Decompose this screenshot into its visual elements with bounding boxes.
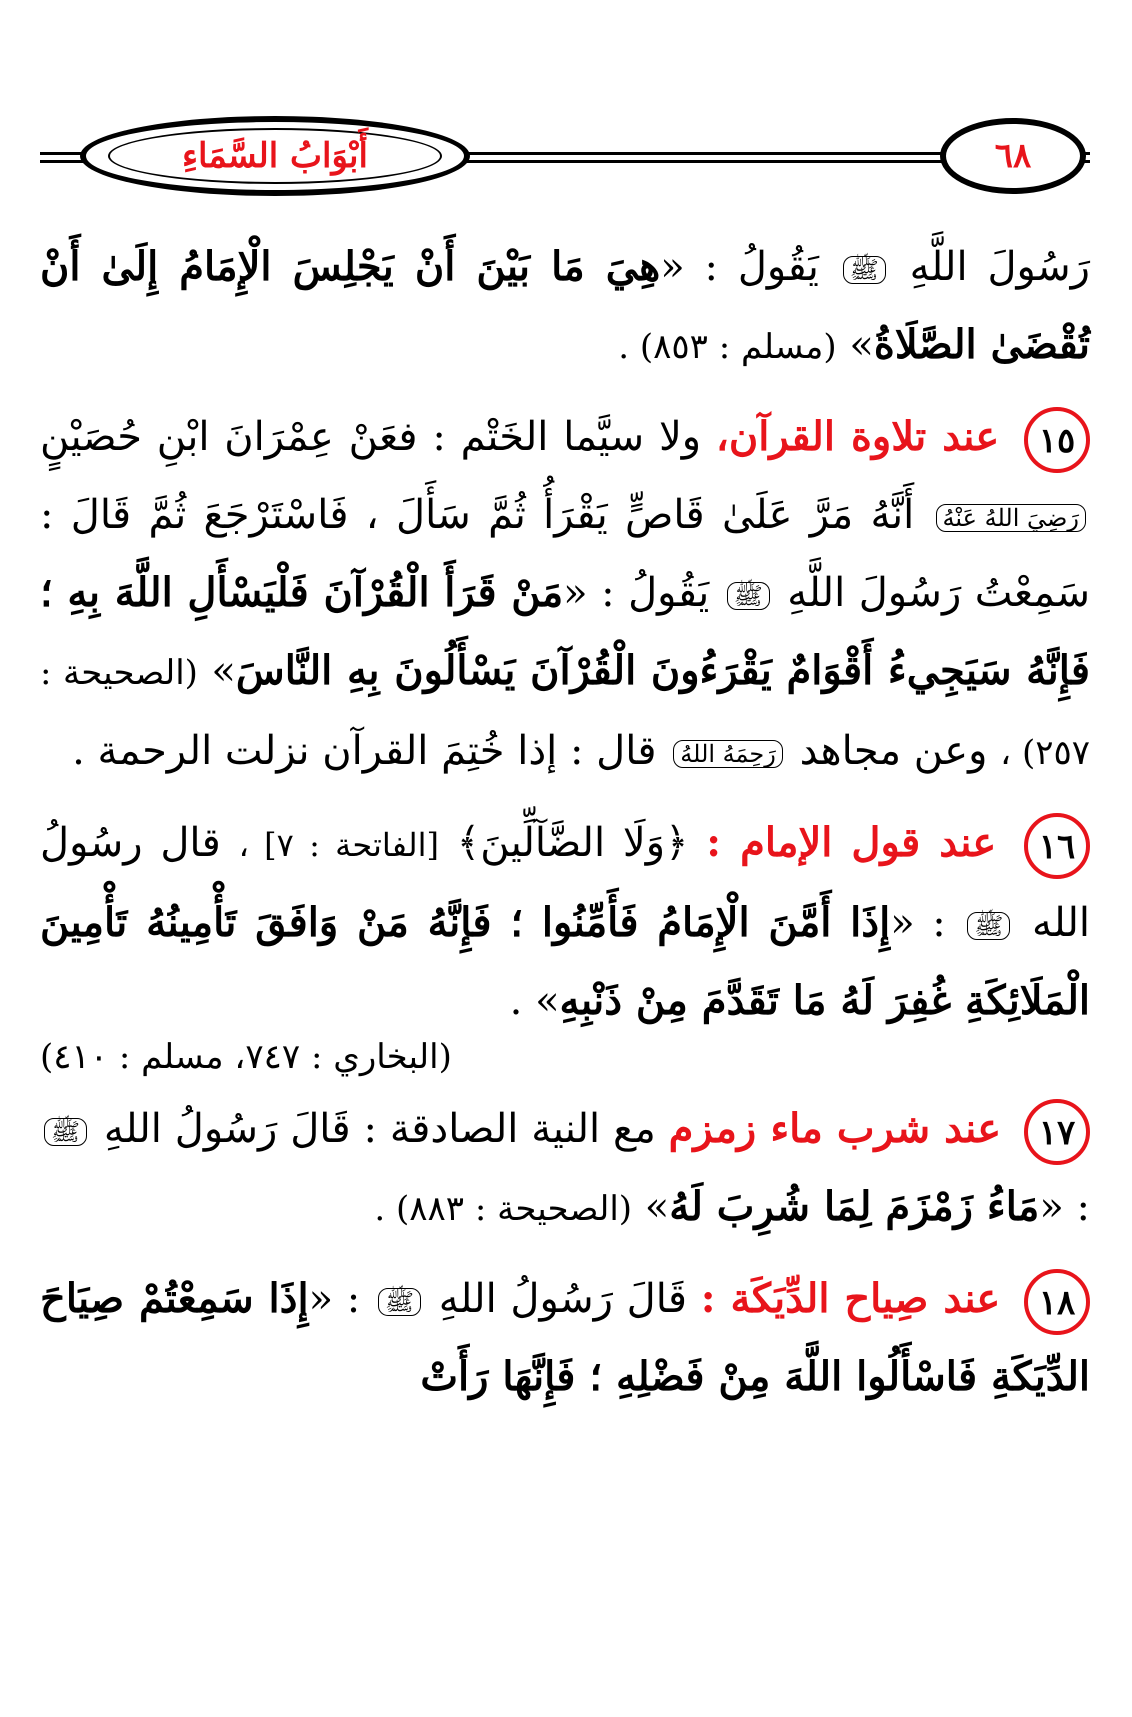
- salawat-seal-icon: ﷺ: [727, 582, 770, 610]
- hadith-reference: (البخاري : ٧٤٧، مسلم : ٤١٠): [40, 1037, 452, 1077]
- salawat-seal-icon: ﷺ: [843, 256, 886, 284]
- quran-verse: ﴿وَلَا الضَّآلِّينَ﴾: [456, 820, 689, 866]
- hadith-text: إِذَا سَمِعْتُمْ صِيَاحَ الدِّيَكَةِ فَاسْأَلُوا اللَّهَ مِنْ فَضْلِهِ ؛ فَإِنَّهَا رَأَتْ: [40, 1275, 1090, 1400]
- section-number: ١٦: [1024, 813, 1090, 879]
- section-17: ١٧ عند شرب ماء زمزم مع النية الصادقة : قَالَ رَسُولُ اللهِ ﷺ : «مَاءُ زَمْزَمَ لِمَا شُرِبَ لَهُ» (الصحيحة : ٨٨٣) .: [40, 1090, 1090, 1248]
- page-header: [40, 104, 1090, 210]
- section-18: ١٨ عند صِياح الدِّيَكَة : قَالَ رَسُولُ اللهِ ﷺ : «إِذَا سَمِعْتُمْ صِيَاحَ الدِّيَكَةِ فَاسْأَلُوا اللَّهَ مِنْ فَضْلِهِ ؛ فَإِنَّهَا رَأَتْ: [40, 1260, 1090, 1416]
- chapter-title-frame: [80, 116, 470, 196]
- hadith-reference: (مسلم : ٨٥٣) .: [618, 327, 837, 367]
- hadith-text: إِذَا أَمَّنَ الْإِمَامُ فَأَمِّنُوا ؛ فَإِنَّهُ مَنْ وَافَقَ تَأْمِينُهُ تَأْمِينَ الْمَلَائِكَةِ غُفِرَ لَهُ مَا تَقَدَّمَ مِنْ ذَنْبِهِ: [40, 899, 1090, 1024]
- section-heading: عند قول الإمام :: [706, 819, 997, 866]
- chapter-title: أَبْوَابُ السَّمَاءِ: [108, 128, 442, 184]
- page-body: [40, 228, 1090, 1428]
- section-number: ١٥: [1024, 407, 1090, 473]
- rahimahu-seal-icon: رَحِمَهُ اللهُ: [673, 740, 783, 768]
- section-15: ١٥ عند تلاوة القرآن، ولا سيَّما الخَتْم : فعَنْ عِمْرَانَ ابْنِ حُصَيْنٍ رَضِيَ اللهُ عَنْهُ أَنَّهُ مَرَّ عَلَىٰ قَاصٍّ يَقْرَأُ ثُمَّ سَأَلَ ، فَاسْتَرْجَعَ ثُمَّ قَالَ : سَمِعْتُ رَسُولَ اللَّهِ ﷺ يَقُولُ : «مَنْ قَرَأَ الْقُرْآنَ فَلْيَسْأَلِ اللَّهَ بِهِ ؛ فَإِنَّهُ سَيَجِيءُ أَقْوَامٌ يَقْرَءُونَ الْقُرْآنَ يَسْأَلُونَ بِهِ النَّاسَ» (الصحيحة : ٢٥٧) ، وعن مجاهد رَحِمَهُ اللهُ قال : إذا خُتِمَ القرآن نزلت الرحمة .: [40, 398, 1090, 792]
- page-number: ٦٨: [940, 118, 1086, 194]
- section-heading: عند صِياح الدِّيَكَة :: [700, 1275, 1001, 1322]
- hadith-reference: (الصحيحة : ٨٨٣) .: [374, 1189, 633, 1229]
- section-number: ١٧: [1024, 1099, 1090, 1165]
- salawat-seal-icon: ﷺ: [378, 1288, 421, 1316]
- radi-seal-icon: رَضِيَ اللهُ عَنْهُ: [936, 504, 1086, 532]
- hadith-reference: (الصحيحة : ٢٥٧) ،: [40, 653, 1090, 773]
- salawat-seal-icon: ﷺ: [44, 1118, 87, 1146]
- hadith-text: هِيَ مَا بَيْنَ أَنْ يَجْلِسَ الْإِمَامُ إِلَىٰ أَنْ تُقْضَىٰ الصَّلَاةُ: [40, 243, 1090, 368]
- section-number: ١٨: [1024, 1269, 1090, 1335]
- section-heading: عند شرب ماء زمزم: [668, 1105, 1002, 1152]
- section-heading: عند تلاوة القرآن،: [715, 413, 1000, 460]
- paragraph-continuation: رَسُولَ اللَّهِ ﷺ يَقُولُ : «هِيَ مَا بَيْنَ أَنْ يَجْلِسَ الْإِمَامُ إِلَىٰ أَنْ تُقْضَىٰ الصَّلَاةُ» (مسلم : ٨٥٣) .: [40, 243, 1090, 368]
- salawat-seal-icon: ﷺ: [967, 912, 1010, 940]
- quran-reference: [الفاتحة : ٧] ،: [238, 826, 439, 864]
- hadith-text: مَاءُ زَمْزَمَ لِمَا شُرِبَ لَهُ: [669, 1183, 1040, 1230]
- hadith-text: مَنْ قَرَأَ الْقُرْآنَ فَلْيَسْأَلِ اللَّهَ بِهِ ؛ فَإِنَّهُ سَيَجِيءُ أَقْوَامٌ يَقْرَءُونَ الْقُرْآنَ يَسْأَلُونَ بِهِ النَّاسَ: [40, 569, 1091, 694]
- section-16: ١٦ عند قول الإمام : ﴿وَلَا الضَّآلِّينَ﴾ [الفاتحة : ٧] ، قال رسُولُ الله ﷺ : «إِذَا أَمَّنَ الْإِمَامُ فَأَمِّنُوا ؛ فَإِنَّهُ مَنْ وَافَقَ تَأْمِينُهُ تَأْمِينَ الْمَلَائِكَةِ غُفِرَ لَهُ مَا تَقَدَّمَ مِنْ ذَنْبِهِ» .: [40, 804, 1090, 1040]
